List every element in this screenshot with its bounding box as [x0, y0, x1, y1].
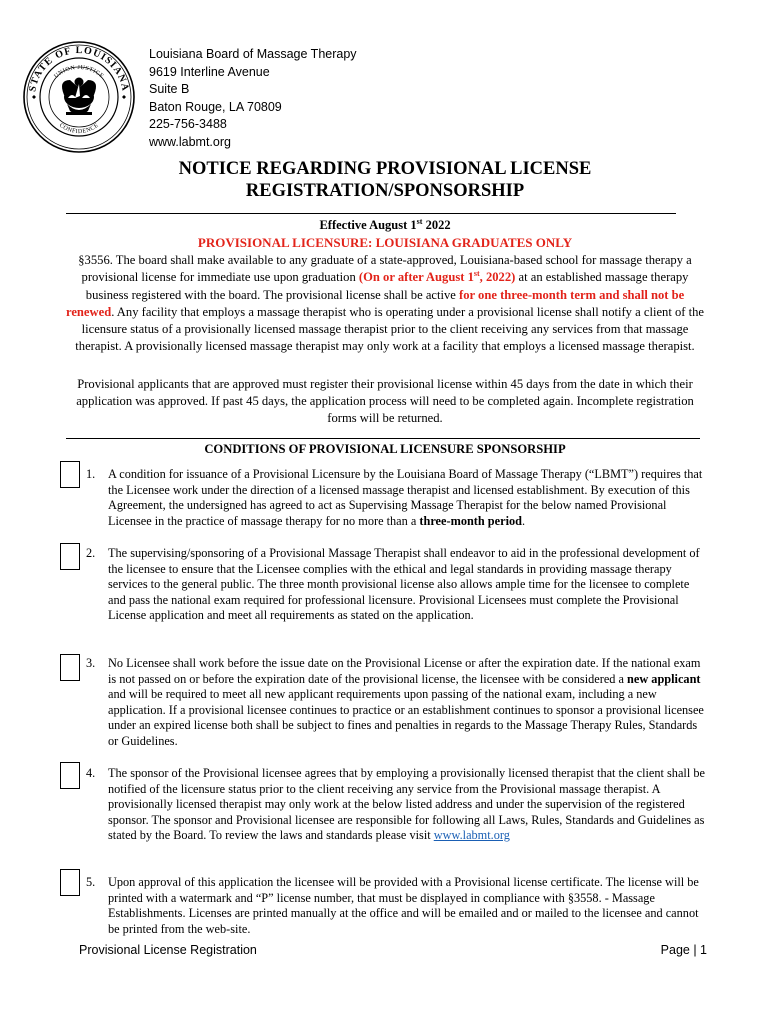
title-line-1: NOTICE REGARDING PROVISIONAL LICENSE — [178, 159, 592, 179]
condition-1-number: 1. — [86, 467, 96, 481]
seal-inner-top-text: UNION JUSTICE — [53, 64, 105, 80]
title-line-2: REGISTRATION/SPONSORSHIP — [245, 181, 525, 201]
phone-number: 225-756-3488 — [149, 117, 227, 132]
address-line-2: Suite B — [149, 82, 190, 97]
condition-5-checkbox[interactable] — [60, 869, 80, 896]
provisional-licensure-heading: PROVISIONAL LICENSURE: LOUISIANA GRADUATES ONLY — [197, 235, 573, 250]
condition-1-text: A condition for issuance of a Provisional Licensure by the Louisiana Board of Massage Therapy (“LBMT”) requires that the Licensee work under the direction of a licensed massage therapist and licensed establishment. By execution of this Agreement, the undersigned has agreed to act as Supervising Massage Therapist for the below named Provisional Licensee in the practice of massage therapy for no more than a three-month period. — [108, 467, 703, 528]
organization-name: Louisiana Board of Massage Therapy — [149, 47, 357, 61]
footer-page-number: Page | 1 — [660, 943, 707, 957]
condition-2-checkbox[interactable] — [60, 543, 80, 570]
address-line-1: 9619 Interline Avenue — [149, 64, 270, 79]
condition-3-number: 3. — [86, 656, 96, 670]
condition-4-text: The sponsor of the Provisional licensee agrees that by employing a provisionally licensed therapist that the client shall be notified of the licensure status prior to the client receiving any service from the Provisional massage therapist. A provisionally licensed therapist may only work at the below listed address and under the supervision of the registered sponsor. The sponsor and Provisional licensee are responsible for following all Laws, Rules, Standards and Guidelines as stated by the Board. To review the laws and standards please visit www.labmt.org — [108, 766, 705, 843]
pelican-icon — [62, 78, 96, 116]
address-city: Baton Rouge, LA 70809 — [149, 99, 282, 114]
condition-5-number: 5. — [86, 875, 96, 889]
provisional-license-paragraph: §3556. The board shall make available to any graduate of a state-approved, Louisiana-based school for massage therapy a provisional license for immediate use upon graduation (On or after August 1st, 2022) at an established massage therapy business registered with the board. The provisional license shall be active for one three-month term and shall not be renewed. Any facility that employs a massage therapist who is operating under a provisional license shall notify a client of the licensure status of a provisionally licensed massage therapist prior to the client receiving any services from that massage therapist. A provisionally licensed massage therapist may only work at a facility that employs a licensed massage therapist. — [65, 253, 705, 354]
organization-address-block — [149, 46, 357, 152]
louisiana-state-seal — [22, 40, 136, 154]
condition-1-checkbox[interactable] — [60, 461, 80, 488]
condition-2-text: The supervising/sponsoring of a Provisional Massage Therapist shall endeavor to aid in the professional development of the licensee to ensure that the Licensee complies with the ethical and legal standards in providing massage therapy services to the general public. The three month provisional license also allows ample time for the licensee to complete and pass the national exam required for professional licensure. Provisional Licensees must complete the Provisional License application and meet all requirements as stated on the application. — [108, 546, 700, 623]
condition-3-checkbox[interactable] — [60, 654, 80, 681]
conditions-heading: CONDITIONS OF PROVISIONAL LICENSURE SPONSORSHIP — [204, 442, 566, 456]
registration-deadline-paragraph: Provisional applicants that are approved must register their provisional license within 45 days from the date in which their application was approved. If past 45 days, the application process will need to be completed again. Incomplete registration forms will be returned. — [76, 377, 694, 425]
effective-date: Effective August 1st 2022 — [319, 216, 451, 232]
condition-4-number: 4. — [86, 766, 96, 780]
condition-4-checkbox[interactable] — [60, 762, 80, 789]
document-title — [0, 158, 770, 202]
horizontal-rule-top — [66, 213, 676, 214]
condition-5-text: Upon approval of this application the licensee will be provided with a Provisional license certificate. The license will be printed with a watermark and “P” license number, that must be displayed in compliance with §3558. - Massage Establishments. Licenses are printed manually at the office and will be emailed and or mailed to the licensee and cannot be printed from the web-site. — [108, 875, 699, 936]
labmt-website-link[interactable]: www.labmt.org — [433, 828, 510, 843]
seal-inner-bottom-text: CONFIDENCE — [57, 122, 101, 136]
website: www.labmt.org — [149, 134, 231, 149]
condition-2-number: 2. — [86, 546, 96, 560]
seal-outer-text: STATE OF LOUISIANA — [27, 44, 131, 93]
horizontal-rule-middle — [66, 438, 700, 439]
condition-3-text: No Licensee shall work before the issue date on the Provisional License or after the expiration date. If the national exam is not passed on or before the expiration date of the provisional license, the licensee with be considered a new applicant and will be required to meet all new applicant requirements upon passing of the national exam, including a new application. If a provisional licensee continues to practice or an establishment continues to sponsor a provisional licensee under an expired license both shall be subject to fines and penalties in regards to the Massage Therapy Rules, Standards or Guidelines. — [108, 656, 704, 748]
footer-document-name: Provisional License Registration — [79, 943, 257, 957]
